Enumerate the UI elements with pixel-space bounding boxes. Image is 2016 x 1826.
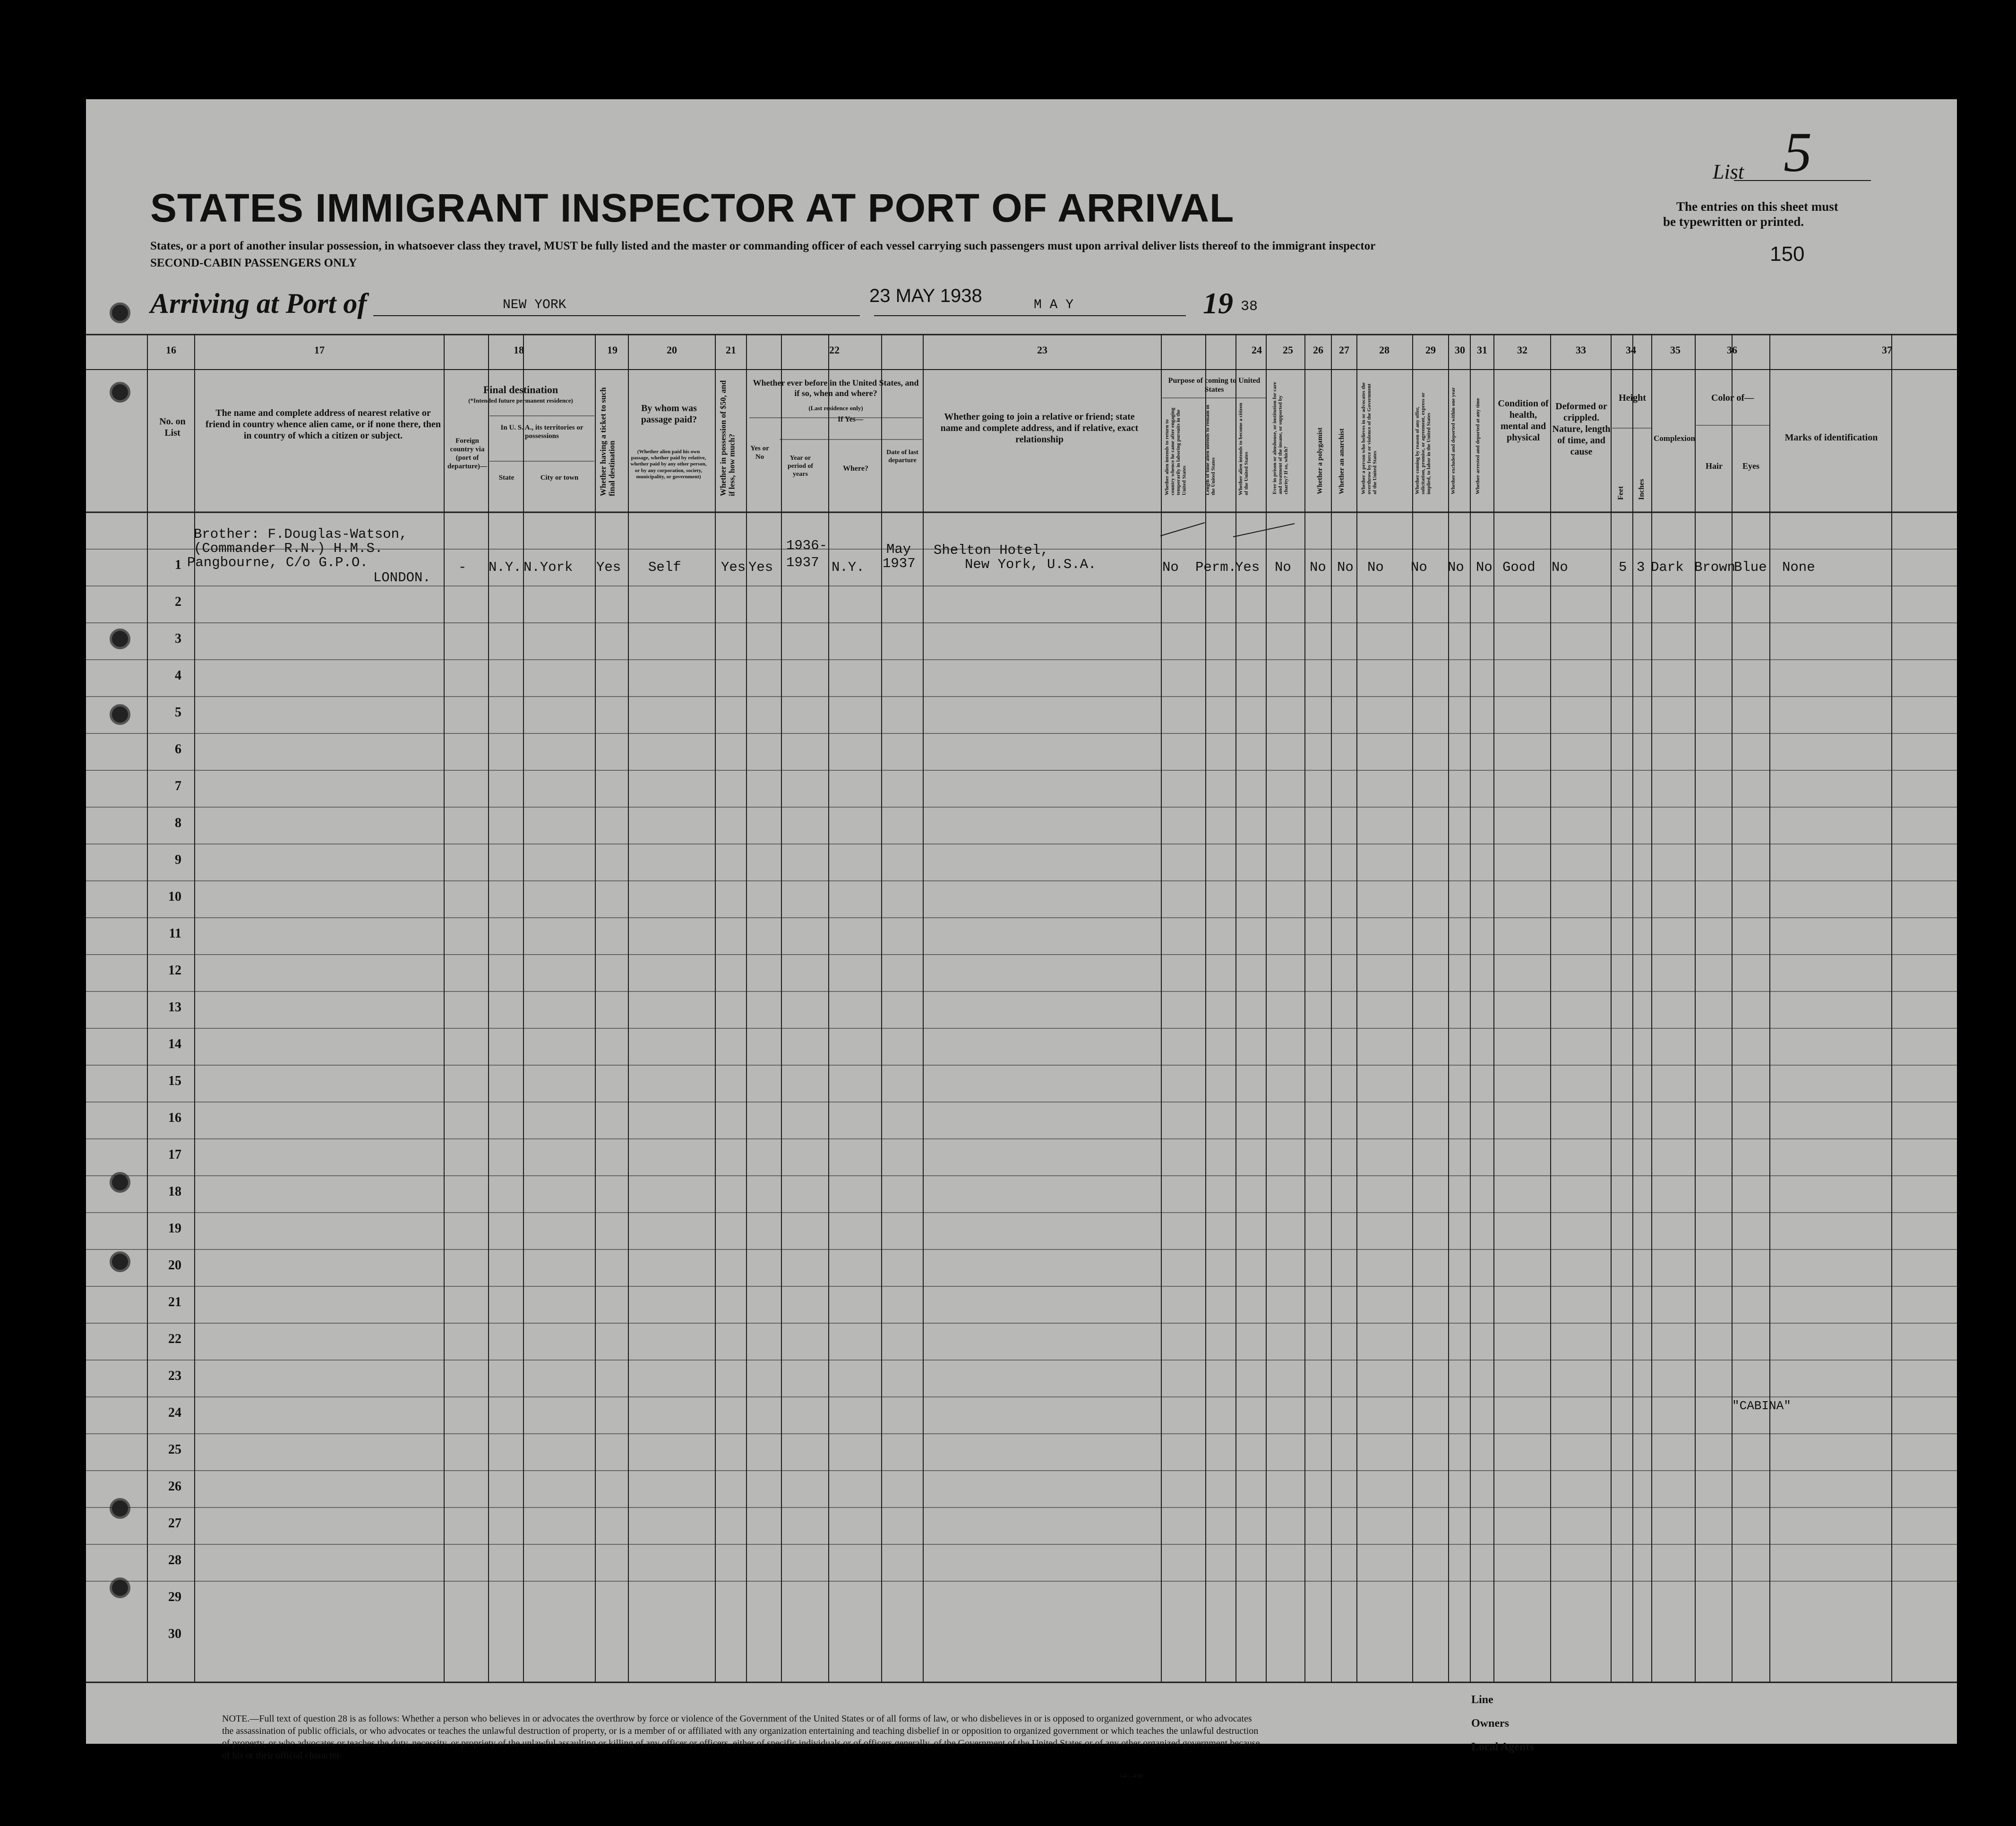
entry-hair: Brown xyxy=(1694,560,1736,575)
row-number: 8 xyxy=(175,816,181,830)
row-number: 4 xyxy=(175,668,181,683)
column-number: 21 xyxy=(726,344,736,356)
header-purpose-citizen: Whether alien intends to become a citizen of the United States xyxy=(1238,403,1250,495)
header-in-usa: In U. S. A., its territories or possessions xyxy=(500,424,583,440)
header-anarchist: Whether an anarchist xyxy=(1338,428,1346,494)
column-number: 25 xyxy=(1283,344,1293,356)
sheet-code: 150 xyxy=(1770,242,1805,266)
column-number: 18 xyxy=(514,344,524,356)
header-state: State xyxy=(498,474,515,482)
column-number: 37 xyxy=(1882,344,1892,356)
row-number: 6 xyxy=(175,742,181,757)
row-number: 21 xyxy=(168,1295,181,1309)
header-purpose-return: Whether alien intends to return to country whence he came after engaging temporarily in laboring pursuits in the United States xyxy=(1164,407,1187,495)
header-nearest-relative: The name and complete address of nearest relative or friend in country whence alien came, or if none there, then in country of which a citizen or subject. xyxy=(205,408,441,441)
header-q28: Whether a person who believes in or advocates the overthrow by force or violence of the Government of the United States xyxy=(1361,382,1378,494)
header-by-whom: By whom was passage paid? xyxy=(641,403,697,425)
row-number: 16 xyxy=(168,1111,181,1125)
entry-relative-line1: Brother: F.Douglas-Watson, xyxy=(194,526,408,542)
entry-feet: 5 xyxy=(1619,560,1627,575)
header-q29: Whether coming by reason of any offer, solicitation, promise, or agreement, express or implied, to labor in the United States xyxy=(1415,392,1432,494)
header-year-period: Year or period of years xyxy=(787,455,814,478)
row-number: 30 xyxy=(168,1627,181,1641)
header-hair: Hair xyxy=(1706,461,1723,471)
header-final-destination-sub: (*Intended future permanent residence) xyxy=(468,397,573,404)
row-number: 25 xyxy=(168,1442,181,1457)
header-join-relative: Whether going to join a relative or friend; state name and complete address, and if relative, exact relationship xyxy=(940,412,1139,445)
cabina-stamp: "CABINA" xyxy=(1732,1399,1791,1413)
row-number: 29 xyxy=(168,1590,181,1604)
row-number: 18 xyxy=(168,1184,181,1199)
entry-complexion: Dark xyxy=(1651,560,1684,575)
header-date-departure: Date of last departure xyxy=(886,449,918,464)
header-color-of: Color of— xyxy=(1711,393,1754,403)
entry-state: N.Y. xyxy=(489,560,522,575)
row-number: 14 xyxy=(168,1037,181,1051)
column-number: 20 xyxy=(667,344,677,356)
arrival-month: M A Y xyxy=(1034,298,1074,312)
line-label: Line xyxy=(1471,1694,1493,1706)
entry-city: N.York xyxy=(523,560,573,575)
header-feet: Feet xyxy=(1617,486,1625,500)
column-number: 30 xyxy=(1455,344,1465,356)
entry-relative-line3: Pangbourne, C/o G.P.O. xyxy=(187,555,368,570)
header-ever-before-sub: (Last residence only) xyxy=(808,405,863,412)
class-note: SECOND-CABIN PASSENGERS ONLY xyxy=(150,257,357,269)
header-complexion: Complexion xyxy=(1654,434,1695,443)
list-number: 5 xyxy=(1784,121,1812,183)
entry-q29: No xyxy=(1411,560,1427,575)
row-number: 3 xyxy=(175,631,181,646)
form-code: 14—430 xyxy=(1120,1773,1143,1780)
header-no-on-list: No. on List xyxy=(159,416,186,438)
header-ticket: Whether having a ticket to such final destination xyxy=(599,387,617,496)
footer-note: NOTE.—Full text of question 28 is as follows: Whether a person who believes in or advocates the overthrow by force or violence of the Government of the United States or of all forms of law, or who disbelieves in or is opposed to organized government, or who advocates the assassination of public officials, or who advocates or teaches the unlawful destruction of property, or is a member of or affiliated with any organization entertaining and teaching disbelief in or opposition to organized government or which teaches the unlawful destruction of property, or who advocates or teaches the duty, necessity, or propriety of the unlawful assaulting or killing of any officer or officers, either of specific individuals or of officers generally, of the Government of the United States or of any other organized government because of his or their official character. xyxy=(222,1714,1260,1761)
header-inches: Inches xyxy=(1638,479,1646,500)
entry-eyes: Blue xyxy=(1734,560,1767,575)
entry-foreign-country: - xyxy=(458,560,467,575)
column-number: 24 xyxy=(1252,344,1262,356)
entry-deformed: No xyxy=(1552,560,1568,575)
port-name: NEW YORK xyxy=(503,298,566,312)
header-yes-or-no: Yes or No xyxy=(750,445,769,461)
entry-ever-before: Yes xyxy=(748,560,773,575)
entry-year-line2: 1937 xyxy=(786,555,819,570)
row-number: 9 xyxy=(175,853,181,867)
agents-label: Local Agents xyxy=(1471,1741,1534,1753)
entries-note: The entries on this sheet must xyxy=(1676,199,1838,214)
entry-return-intent: No xyxy=(1162,560,1179,575)
owners-label: Owners xyxy=(1471,1717,1509,1730)
row-number: 22 xyxy=(168,1332,181,1346)
entry-marks: None xyxy=(1782,560,1815,575)
header-health: Condition of health, mental and physical xyxy=(1498,398,1549,443)
entry-q28: No xyxy=(1367,560,1384,575)
year-suffix: 38 xyxy=(1241,299,1258,315)
row-number: 7 xyxy=(175,779,181,793)
entry-q30: No xyxy=(1448,560,1464,575)
column-number: 31 xyxy=(1477,344,1487,356)
row-number: 26 xyxy=(168,1479,181,1494)
entry-anarchist: No xyxy=(1337,560,1354,575)
header-if-yes: If Yes— xyxy=(837,415,864,423)
arriving-label: Arriving at Port of xyxy=(150,288,367,319)
row-number: 5 xyxy=(175,705,181,720)
entry-polygamist: No xyxy=(1310,560,1326,575)
column-number: 36 xyxy=(1727,344,1737,356)
column-number: 22 xyxy=(829,344,840,356)
row-number: 27 xyxy=(168,1516,181,1531)
check-stroke xyxy=(1233,524,1295,537)
row-number: 19 xyxy=(168,1221,181,1236)
header-q31: Whether arrested and deported at any time xyxy=(1475,398,1481,494)
column-number: 34 xyxy=(1626,344,1636,356)
header-height: Height xyxy=(1619,393,1646,403)
header-purpose: Purpose of coming to United States xyxy=(1168,377,1261,394)
header-q30: Whether excluded and deported within one year xyxy=(1450,387,1456,494)
column-number: 16 xyxy=(166,344,176,356)
header-by-whom-sub: (Whether alien paid his own passage, whether paid by relative, whether paid by any other person, or by any corporation, society, municipality, or government) xyxy=(630,449,707,480)
entry-where: N.Y. xyxy=(832,560,865,575)
entry-prison: No xyxy=(1275,560,1291,575)
page-title: STATES IMMIGRANT INSPECTOR AT PORT OF ARRIVAL xyxy=(150,186,1235,230)
column-number: 29 xyxy=(1425,344,1436,356)
entry-year-line1: 1936- xyxy=(786,538,828,553)
entry-ticket: Yes xyxy=(596,560,621,575)
entry-citizen-intent: Yes xyxy=(1235,560,1260,575)
row-number: 11 xyxy=(169,926,181,941)
header-where: Where? xyxy=(843,465,868,473)
instruction-text: States, or a port of another insular possession, in whatsoever class they travel, MUST be fully listed and the master or commanding officer of each vessel carrying such passengers must upon arrival deliver lists thereof to the immigrant inspector xyxy=(150,240,1376,252)
entries-note: be typewritten or printed. xyxy=(1663,215,1804,229)
entry-departure-line2: 1937 xyxy=(883,556,916,571)
row-number: 1 xyxy=(175,558,181,572)
entry-length-stay: Perm. xyxy=(1195,560,1237,575)
row-number: 12 xyxy=(168,963,181,978)
entry-relative-line2: (Commander R.N.) H.M.S. xyxy=(194,541,383,556)
row-number: 15 xyxy=(168,1074,181,1088)
column-number: 26 xyxy=(1313,344,1323,356)
year-prefix: 19 xyxy=(1203,286,1233,320)
header-prison: Ever in prison or almshouse, or institution for care and treatment of the insane, or supported by charity? If so, which? xyxy=(1272,382,1289,494)
arrival-date-stamp: 23 MAY 1938 xyxy=(869,285,982,306)
entry-health: Good xyxy=(1502,560,1536,575)
header-final-destination: Final destination xyxy=(483,384,558,396)
entry-q31: No xyxy=(1476,560,1493,575)
column-number: 33 xyxy=(1576,344,1586,356)
header-possession-50: Whether in possession of $50, and if less, how much? xyxy=(719,380,737,496)
header-foreign-country: Foreign country via (port of departure)— xyxy=(447,437,487,470)
entry-possession-50: Yes xyxy=(721,560,746,575)
row-number: 2 xyxy=(175,594,181,609)
header-purpose-length: Length of time alien intends to remain in the United States xyxy=(1205,405,1217,495)
column-number: 35 xyxy=(1670,344,1681,356)
column-number: 32 xyxy=(1517,344,1527,356)
header-ever-before: Whether ever before in the United States, and if so, when and where? xyxy=(753,378,919,398)
header-city: City or town xyxy=(540,474,579,482)
header-marks: Marks of identification xyxy=(1784,432,1878,443)
entry-join-line1: Shelton Hotel, xyxy=(934,543,1049,558)
check-stroke xyxy=(1160,523,1205,536)
entry-join-line2: New York, U.S.A. xyxy=(965,557,1097,572)
entry-inches: 3 xyxy=(1637,560,1645,575)
row-number: 23 xyxy=(168,1369,181,1383)
row-number: 20 xyxy=(168,1258,181,1273)
entry-departure-line1: May xyxy=(886,542,911,557)
column-number: 23 xyxy=(1037,344,1047,356)
entry-relative-line4: LONDON. xyxy=(373,570,431,586)
row-number: 10 xyxy=(168,889,181,904)
column-number: 28 xyxy=(1379,344,1390,356)
row-number: 24 xyxy=(168,1405,181,1420)
column-number: 17 xyxy=(314,344,325,356)
entry-paid-by: Self xyxy=(648,560,681,575)
column-number: 19 xyxy=(607,344,618,356)
header-polygamist: Whether a polygamist xyxy=(1316,427,1324,494)
header-deformed: Deformed or crippled. Nature, length of time, and cause xyxy=(1552,401,1611,457)
row-number: 28 xyxy=(168,1553,181,1568)
header-eyes: Eyes xyxy=(1742,461,1759,471)
column-number: 27 xyxy=(1339,344,1349,356)
row-number: 17 xyxy=(168,1147,181,1162)
list-label: List xyxy=(1713,160,1744,183)
row-number: 13 xyxy=(168,1000,181,1015)
